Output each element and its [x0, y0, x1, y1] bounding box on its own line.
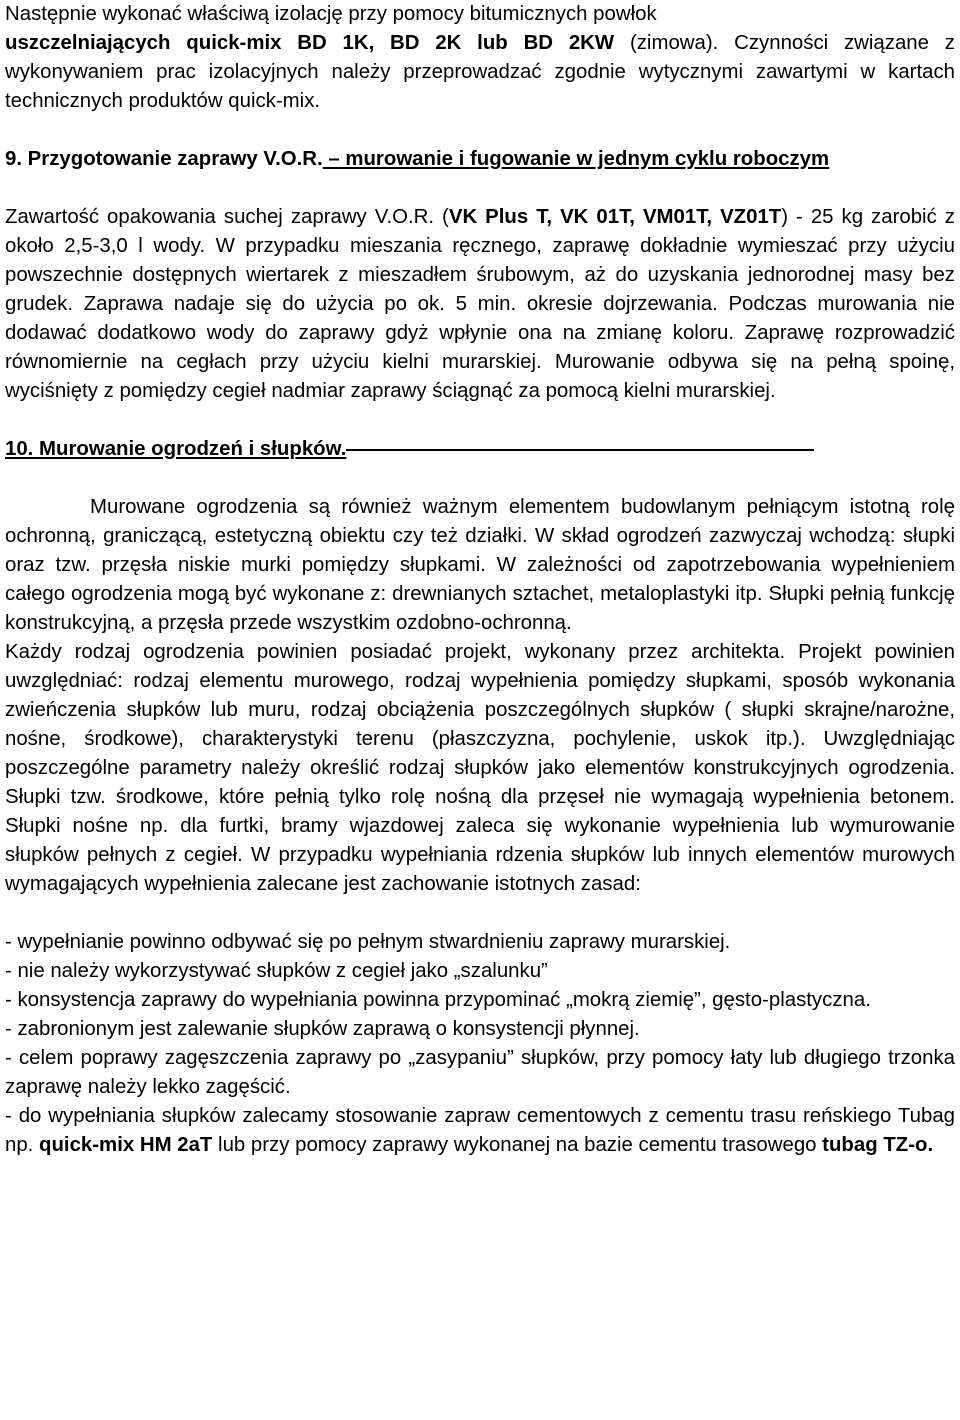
list-item: - nie należy wykorzystywać słupków z cegieł jako „szalunku” [5, 960, 548, 982]
section-10-heading-title: 10. Murowanie ogrodzeń i słupków. [5, 438, 347, 460]
list-item: - konsystencja zaprawy do wypełniania powinna przypominać „mokrą ziemię”, gęsto-plastyczna. [5, 989, 871, 1011]
section-10-text-1: Murowane ogrodzenia są również ważnym elementem budowlanym pełniącym istotną rolę ochronną, graniczącą, estetyczną obiektu czy też działki. W skład ogrodzeń zazwyczaj wchodzą: słupki oraz tzw. przęsła niskie murki pomiędzy słupkami. W zależności od zapotrzebowania wypełnieniem całego ogrodzenia mogą być wykonane z: drewnianych sztachet, metaloplastyki itp. Słupki pełnią funkcję konstrukcyjną, a przęsła przede wszystkim ozdobno-ochronną. [5, 496, 955, 634]
section-9-text: Zawartość opakowania suchej zaprawy V.O.R. ( [5, 206, 449, 228]
section-9-heading [5, 145, 955, 174]
intro-text-cont: (zimowa). Czynności związane z wykonywaniem prac izolacyjnych należy przeprowadzać zgodnie wytycznymi zawartymi w kartach technicznych produktów quick-mix. [5, 32, 955, 112]
list-item-last [5, 1102, 955, 1160]
list-item-text-cont: lub przy pomocy zaprawy wykonanej na bazie cementu trasowego [212, 1134, 823, 1156]
section-9-heading-number: 9. Przygotowanie zaprawy V.O.R. [5, 148, 323, 170]
list-item-text: - do wypełniania słupków zalecamy stosowanie zapraw cementowych z cementu trasu reńskiego Tubag np. [5, 1105, 955, 1156]
section-9-text-cont: ) - 25 kg zarobić z około 2,5-3,0 l wody. W przypadku mieszania ręcznego, zaprawę dokładnie wymieszać przy użyciu powszechnie dostępnych wiertarek z mieszadłem śrubowym, aż do uzyskania jednorodnej masy bez grudek. Zaprawa nadaje się do użycia po ok. 5 min. okresie dojrzewania. Podczas murowania nie dodawać dodatkowo wody do zaprawy gdyż wpłynie ona na zmianę koloru. Zaprawę rozprowadzić równomiernie na cegłach przy użyciu kielni murarskiej. Murowanie odbywa się na pełną spoinę, wyciśnięty z pomiędzy cegieł nadmiar zaprawy ściągnąć za pomocą kielni murarskiej. [5, 206, 955, 402]
product-name: tubag TZ-o. [822, 1134, 934, 1156]
section-10-paragraph-2: Każdy rodzaj ogrodzenia powinien posiadać projekt, wykonany przez architekta. Projekt powinien uwzględniać: rodzaj elementu murowego, rodzaj wypełnienia pomiędzy słupkami, sposób wykonania zwieńczenia słupków lub muru, rodzaj obciążenia poszczególnych słupków ( słupki skrajne/narożne, nośne, środkowe), charakterystyki terenu (płaszczyzna, pochylenie, uskok itp.). Uwzględniając poszczególne parametry należy określić rodzaj słupków jako elementów konstrukcyjnych ogrodzenia. Słupki tzw. środkowe, które pełnią tylko rolę nośną dla przęseł nie wymagają wypełnienia betonem. Słupki nośne np. dla furtki, bramy wjazdowej zaleca się wykonanie wypełnienia lub wymurowanie słupków pełnych z cegieł. W przypadku wypełniania rdzenia słupków lub innych elementów murowych wymagających wypełnienia zalecane jest zachowanie istotnych zasad: [5, 641, 955, 895]
section-10-paragraph-1 [5, 493, 955, 638]
section-10-heading [5, 435, 955, 464]
list-item: - zabronionym jest zalewanie słupków zaprawą o konsystencji płynnej. [5, 1018, 640, 1040]
list-item: - celem poprawy zagęszczenia zaprawy po „zasypaniu” słupków, przy pomocy łaty lub długiego trzonka zaprawę należy lekko zagęścić. [5, 1047, 955, 1098]
list-item: - wypełnianie powinno odbywać się po pełnym stwardnieniu zaprawy murarskiej. [5, 931, 731, 953]
section-9-heading-title: – murowanie i fugowanie w jednym cyklu roboczym [322, 148, 830, 170]
intro-products: uszczelniających quick-mix BD 1K, BD 2K lub BD 2KW [5, 32, 615, 54]
intro-paragraph [5, 0, 955, 116]
section-9-paragraph [5, 203, 955, 406]
section-9-products: VK Plus T, VK 01T, VM01T, VZ01T [448, 206, 782, 228]
heading-rule [346, 448, 814, 451]
product-name: quick-mix HM 2aT [39, 1134, 213, 1156]
intro-text: Następnie wykonać właściwą izolację przy pomocy bitumicznych powłok [5, 3, 657, 25]
